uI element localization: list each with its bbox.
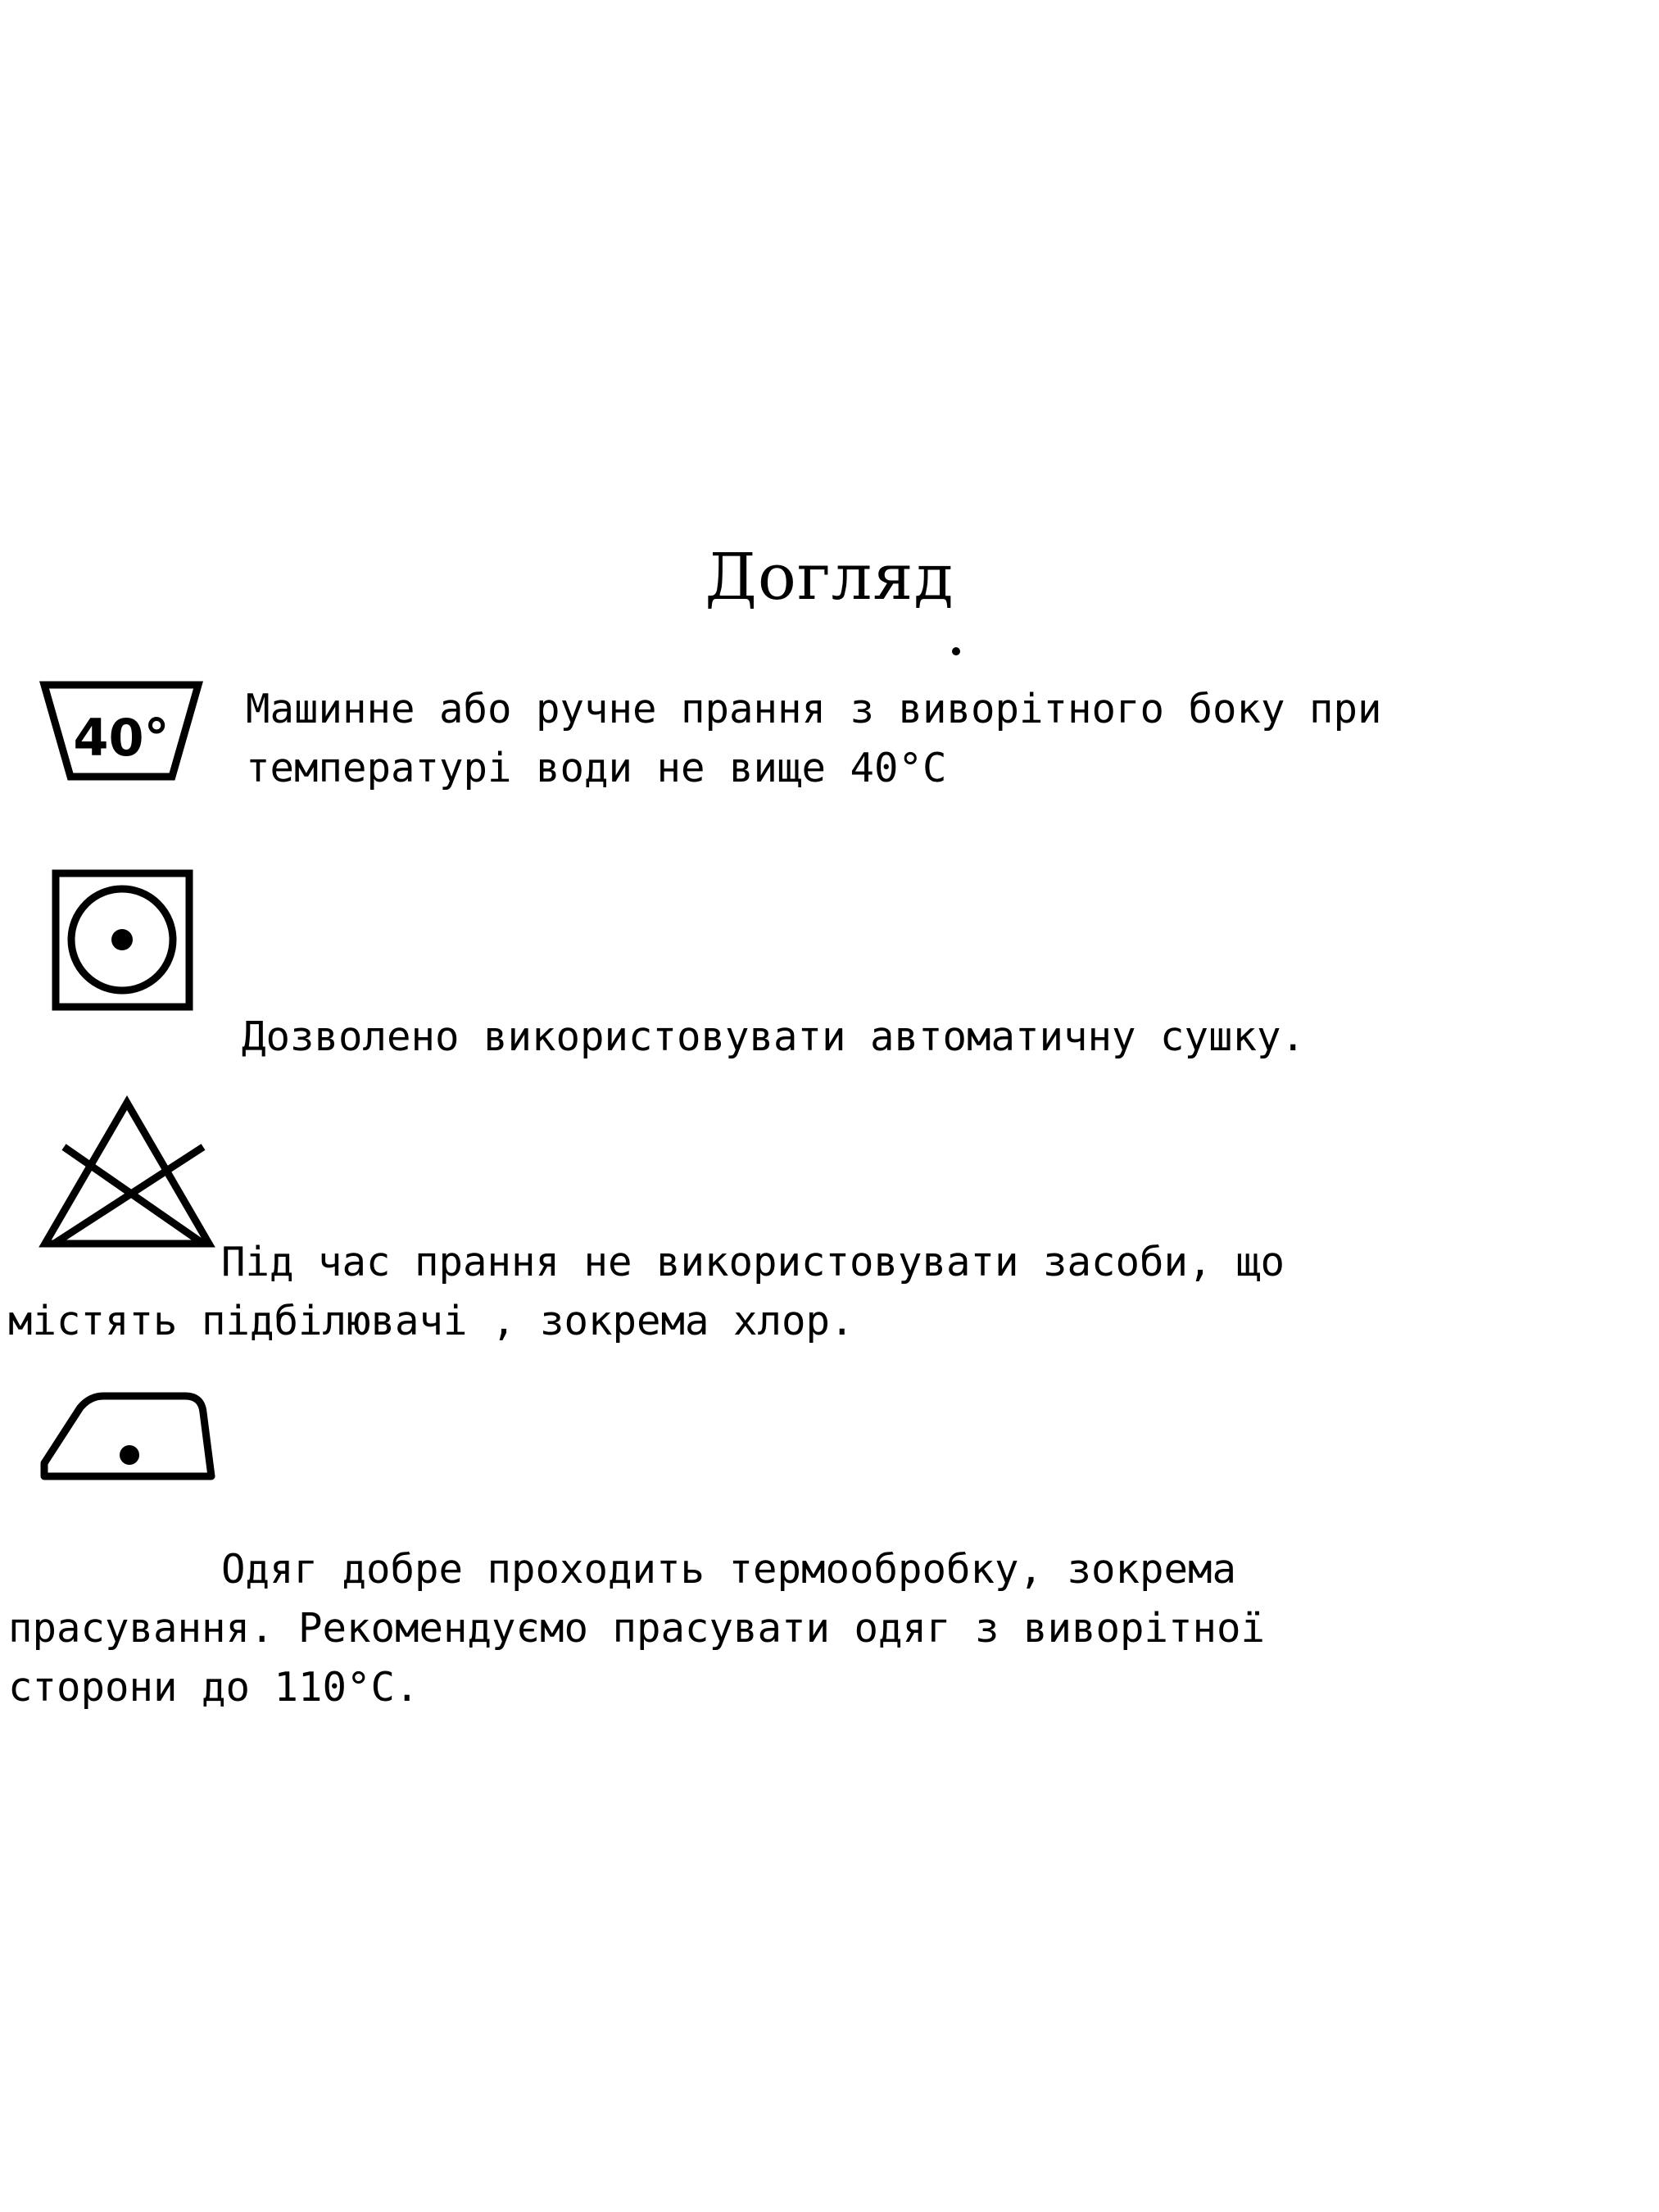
care-item-iron-text-line3: сторони до 110°C. [8,1664,419,1711]
care-item-iron-text-line1: Одяг добре проходить термообробку, зокрема [221,1546,1237,1593]
care-item-iron-text-line2: прасування. Рекомендуємо прасувати одяг з виворітної [8,1605,1266,1652]
iron-icon [39,1385,220,1491]
care-item-wash [0,672,1659,819]
svg-text:40°: 40° [73,708,170,768]
care-item-dry [0,868,1659,1073]
care-item-dry-text: Дозволено використовувати автоматичну сушку. [242,1013,1306,1060]
care-item-iron [0,1376,1659,1720]
title-dot-decoration [952,647,960,655]
care-item-wash-text: Машинне або ручне прання з виворітного боку при температурі води не вище 40°C [246,686,1382,791]
care-item-bleach-text-line2: містять підбілювачі , зокрема хлор. [8,1298,854,1344]
wash-tub-40-icon [39,680,203,778]
care-item-bleach [0,1098,1659,1344]
do-not-bleach-icon [39,1098,215,1249]
care-item-bleach-text-line1: Під час прання не використовувати засоби, що [221,1239,1285,1285]
page-title: Догляд [705,541,954,614]
tumble-dry-icon [51,868,194,1012]
